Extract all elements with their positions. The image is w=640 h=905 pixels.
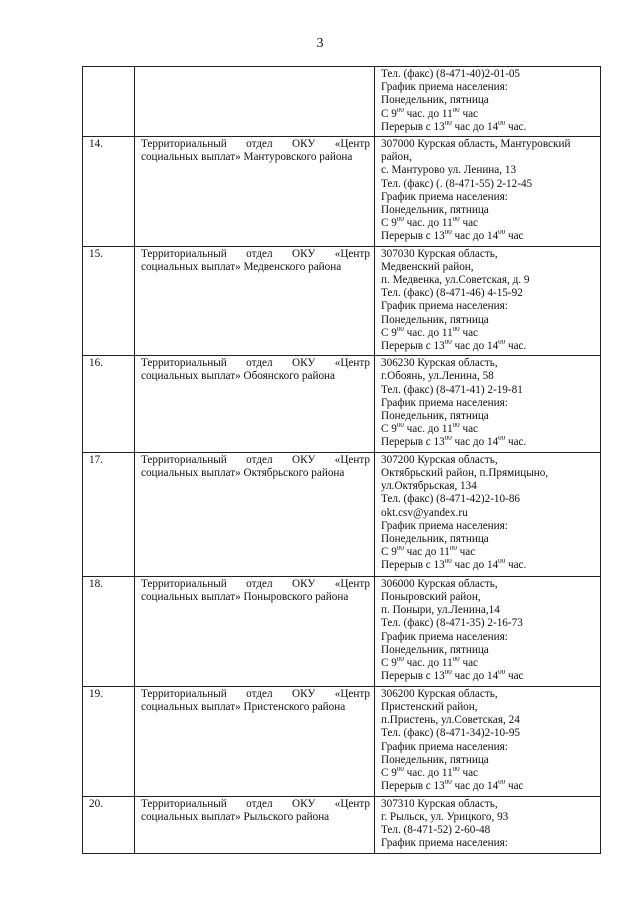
address-line-3: п. Медвенка, ул.Советская, д. 9	[381, 274, 530, 287]
phone: Тел. (8-471-52) 2-60-48	[381, 824, 491, 837]
reception-hours: С $9^{00}$ час. до $11^{00}$ час	[381, 107, 479, 120]
address-line-3: ул.Октябрьская, 134	[381, 480, 477, 493]
row-number: 18.	[83, 576, 135, 686]
office-name: Территориальный отдел ОКУ «Центр социальных выплат» Обоянского района	[135, 356, 375, 452]
row-number: 16.	[83, 356, 135, 452]
schedule-title: График приема населения:	[381, 630, 508, 643]
address-line-2: г.Обоянь, ул.Ленина, 58	[381, 370, 494, 383]
row-number: 19.	[83, 686, 135, 796]
reception-hours: С $9^{00}$ час. до $11^{00}$ час	[381, 766, 479, 779]
page-number: 3	[316, 36, 324, 51]
row-number: 15.	[83, 246, 135, 356]
office-contacts	[375, 356, 601, 452]
table-row	[83, 452, 601, 576]
address-line-2: Октябрьский район, п.Прямицыно,	[381, 466, 549, 479]
address: 307310 Курская область,	[381, 797, 498, 810]
reception-days: Понедельник, пятница	[381, 204, 489, 217]
schedule-title: График приема населения:	[381, 396, 508, 409]
office-contacts	[375, 686, 601, 796]
reception-hours: С $9^{00}$ час. до $11^{00}$ час	[381, 217, 479, 230]
address: 307200 Курская область,	[381, 453, 498, 466]
reception-days: Понедельник, пятница	[381, 410, 489, 423]
office-name	[135, 67, 375, 137]
break-hours: Перерыв с $13^{00}$ час до $14^{00}$ час.	[381, 559, 527, 572]
schedule-title: График приема населения:	[381, 519, 508, 532]
office-name: Территориальный отдел ОКУ «Центр социальных выплат» Рыльского района	[135, 796, 375, 853]
table-row	[83, 356, 601, 452]
table-row	[83, 246, 601, 356]
reception-hours: С $9^{00}$ час. до $11^{00}$ час	[381, 326, 479, 339]
table-row	[83, 67, 601, 137]
phone: Тел. (факс) (. (8-471-55) 2-12-45	[381, 177, 533, 190]
office-contacts	[375, 67, 601, 137]
break-hours: Перерыв с $13^{00}$ час до $14^{00}$ час.	[381, 436, 527, 449]
office-name: Территориальный отдел ОКУ «Центр социальных выплат» Медвенского района	[135, 246, 375, 356]
row-number: 14.	[83, 137, 135, 247]
address-line-2: г. Рыльск, ул. Урицкого, 93	[381, 810, 509, 823]
reception-hours: С $9^{00}$ час. до $11^{00}$ час	[381, 423, 479, 436]
row-number	[83, 67, 135, 137]
row-number: 20.	[83, 796, 135, 853]
schedule-title: График приема населения:	[381, 300, 508, 313]
office-contacts	[375, 796, 601, 853]
office-name: Территориальный отдел ОКУ «Центр социальных выплат» Пристенского района	[135, 686, 375, 796]
break-hours: Перерыв с $13^{00}$ час до $14^{00}$ час.	[381, 340, 527, 353]
phone: Тел. (факс) (8-471-42)2-10-86	[381, 493, 521, 506]
schedule-title: График приема населения:	[381, 81, 508, 94]
table-row	[83, 686, 601, 796]
email: okt.csv@yandex.ru	[381, 506, 468, 519]
address: 307000 Курская область, Мантуровский район,	[381, 138, 571, 164]
address-line-3: п.Пристень, ул.Советская, 24	[381, 714, 520, 727]
phone: Тел. (факс) (8-471-35) 2-16-73	[381, 617, 523, 630]
table-row	[83, 576, 601, 686]
reception-days: Понедельник, пятница	[381, 532, 489, 545]
offices-table	[82, 66, 601, 854]
office-name: Территориальный отдел ОКУ «Центр социальных выплат» Мантуровского района	[135, 137, 375, 247]
address: 306230 Курская область,	[381, 357, 498, 370]
table-row	[83, 796, 601, 853]
reception-days: Понедельник, пятница	[381, 753, 489, 766]
break-hours: Перерыв с $13^{00}$ час до $14^{00}$ час	[381, 670, 524, 683]
office-contacts	[375, 576, 601, 686]
address-line-2: Поныровский район,	[381, 590, 481, 603]
address-line-2: с. Мантурово ул. Ленина, 13	[381, 164, 517, 177]
phone: Тел. (факс) (8-471-34)2-10-95	[381, 727, 521, 740]
break-hours: Перерыв с $13^{00}$ час до $14^{00}$ час	[381, 230, 524, 243]
office-name: Территориальный отдел ОКУ «Центр социальных выплат» Октябрьского района	[135, 452, 375, 576]
address: 306000 Курская область,	[381, 577, 498, 590]
address: 307030 Курская область,	[381, 247, 498, 260]
office-contacts	[375, 137, 601, 247]
office-contacts	[375, 452, 601, 576]
table-row	[83, 137, 601, 247]
schedule-title: График приема населения:	[381, 837, 508, 850]
schedule-title: График приема населения:	[381, 740, 508, 753]
office-contacts	[375, 246, 601, 356]
reception-hours: С $9^{00}$ час. до $11^{00}$ час	[381, 656, 479, 669]
phone: Тел. (факс) (8-471-40)2-01-05	[381, 68, 521, 80]
reception-hours: С $9^{00}$ час до $11^{00}$ час	[381, 546, 476, 559]
reception-days: Понедельник, пятница	[381, 313, 489, 326]
break-hours: Перерыв с $13^{00}$ час до $14^{00}$ час	[381, 780, 524, 793]
address-line-2: Пристенский район,	[381, 700, 478, 713]
address-line-2: Медвенский район,	[381, 260, 474, 273]
address-line-3: п. Поныри, ул.Ленина,14	[381, 604, 500, 617]
phone: Тел. (факс) (8-471-41) 2-19-81	[381, 383, 523, 396]
office-name: Территориальный отдел ОКУ «Центр социальных выплат» Поныровского района	[135, 576, 375, 686]
phone: Тел. (факс) (8-471-46) 4-15-92	[381, 287, 523, 300]
reception-days: Понедельник, пятница	[381, 94, 489, 107]
address: 306200 Курская область,	[381, 687, 498, 700]
schedule-title: График приема населения:	[381, 190, 508, 203]
reception-days: Понедельник, пятница	[381, 643, 489, 656]
row-number: 17.	[83, 452, 135, 576]
break-hours: Перерыв с $13^{00}$ час до $14^{00}$ час.	[381, 120, 527, 133]
